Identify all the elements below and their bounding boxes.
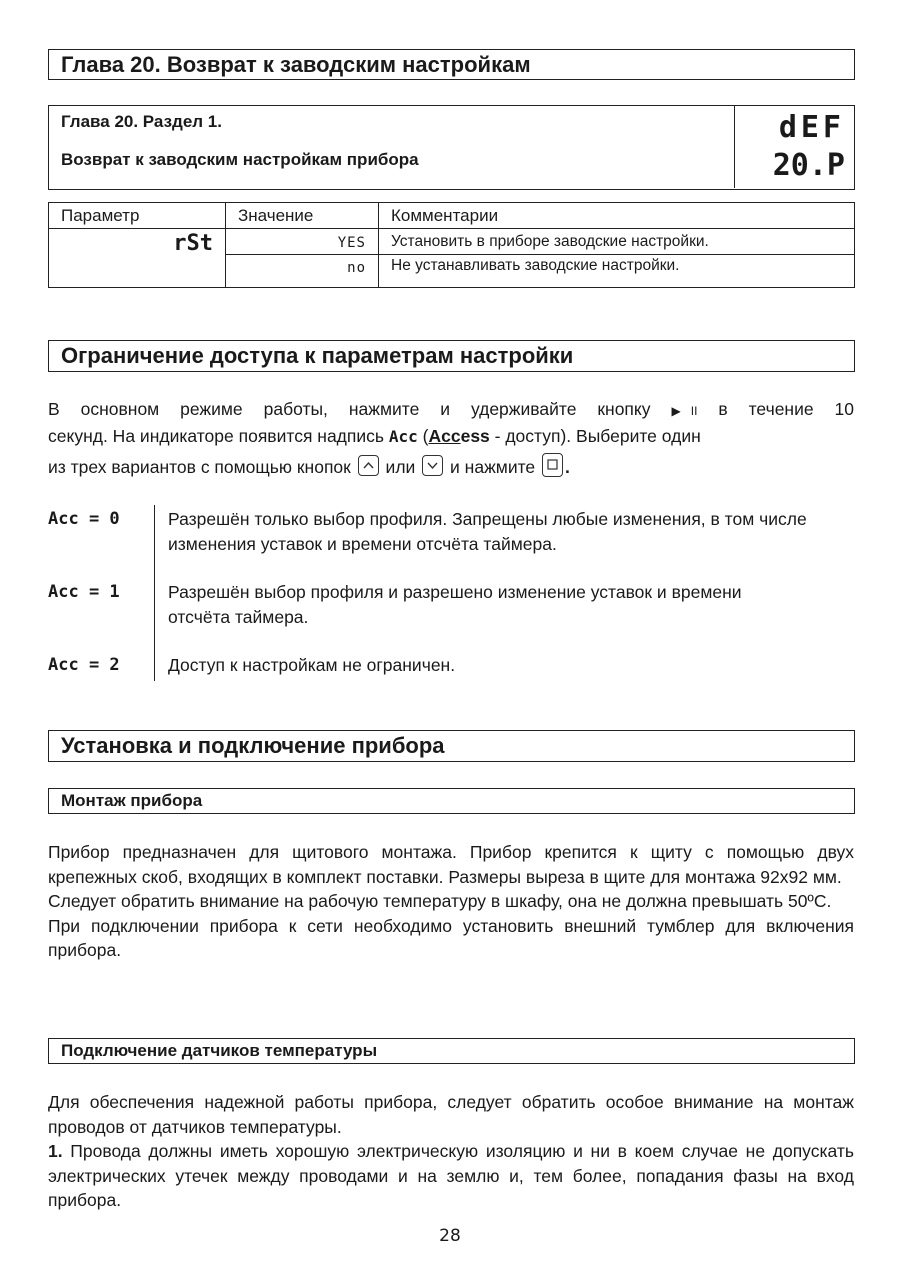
play-pause-icon: ▶II [671,404,698,418]
access-option-code: Acc = 2 [48,655,120,675]
section-header [48,105,855,190]
access-option-code: Acc = 0 [48,509,120,529]
header-comment: Комментарии [379,203,855,229]
up-button-icon [358,455,379,476]
access-title-text: Ограничение доступа к параметрам настройки [61,343,574,368]
intro-end: . [565,457,570,477]
mount-paragraph: При подключении прибора к сети необходимо установить внешний тумблер для включения прибора. [48,915,854,960]
chapter-title [48,49,855,80]
mount-title-text: Монтаж прибора [61,791,203,810]
value-cell [226,229,379,255]
comment-cell: Не устанавливать заводские настройки. [379,255,855,288]
mount-text [48,840,854,963]
access-option-desc: Разрешён выбор профиля и разрешено изменение уставок и времени отсчёта таймера. [168,582,742,627]
intro-text: ess [460,425,490,446]
intro-text: и нажмите [445,457,541,477]
access-intro [48,397,854,480]
sensor-text [48,1090,854,1213]
section-name: Возврат к заводским настройкам прибора [61,150,419,169]
sensor-paragraph: Для обеспечения надежной работы прибора, следует обратить особое внимание на монтаж проводов от датчиков температуры. [48,1092,854,1137]
set-button-icon [542,453,563,477]
section-code-top: dEF [778,110,845,145]
intro-text: из трех вариантов с помощью кнопок [48,457,356,477]
install-title [48,730,855,762]
install-title-text: Установка и подключение прибора [61,733,445,758]
value-cell [226,255,379,288]
intro-text: в течение 10 [697,399,855,419]
intro-text: секунд. На индикаторе появится надпись [48,425,389,446]
intro-text: В основном режиме работы, нажмите и удерживайте кнопку [48,399,672,419]
access-option-code: Acc = 1 [48,582,120,602]
intro-text: ( [417,425,429,446]
header-param: Параметр [49,203,226,229]
param-cell [49,229,226,288]
intro-text: - доступ). Выберите один [489,425,701,446]
access-option [48,653,854,679]
sensor-title-text: Подключение датчиков температуры [61,1041,378,1060]
section-number: Глава 20. Раздел 1. [61,112,222,131]
mount-paragraph: Следует обратить внимание на рабочую температуру в шкафу, она не должна превышать 50ºС. [48,891,832,911]
header-value: Значение [226,203,379,229]
access-option [48,507,854,557]
section-code-cell [734,106,855,188]
param-table-header [49,203,855,229]
access-option [48,580,854,630]
value-yes: YES [337,234,366,251]
access-option-desc: Доступ к настройкам не ограничен. [168,655,456,675]
access-option-desc: Разрешён только выбор профиля. Запрещены любые изменения, в том числе изменения уставок и времени отсчёта таймера. [168,509,807,554]
table-row [49,229,855,255]
section-code-bottom: 20.P [772,148,845,183]
acc-code: Acc [388,426,418,446]
sensor-item-number: 1. [48,1141,63,1161]
mount-title [48,788,855,814]
mount-paragraph: Прибор предназначен для щитового монтажа. Прибор крепится к щиту с помощью двух крепежных скоб, входящих в комплект поставки. Размеры выреза в щите для монтажа 92х92 мм. [48,842,854,887]
acc-word: Acc [428,425,461,446]
sensor-item-text: Провода должны иметь хорошую электрическую изоляцию и ни в коем случае не допускать электрических утечек между проводами и на землю и, тем более, попадания фазы на вход прибора. [48,1141,854,1210]
sensor-title [48,1038,855,1064]
intro-text: или [380,457,421,477]
comment-cell: Установить в приборе заводские настройки. [379,229,855,255]
param-code: rSt [173,231,213,256]
down-button-icon [422,455,443,476]
param-table [48,202,855,288]
page-number: 28 [439,1226,461,1246]
access-title [48,340,855,372]
chapter-title-text: Глава 20. Возврат к заводским настройкам [61,52,531,77]
sensor-paragraph [48,1139,854,1213]
value-no: no [347,260,366,276]
